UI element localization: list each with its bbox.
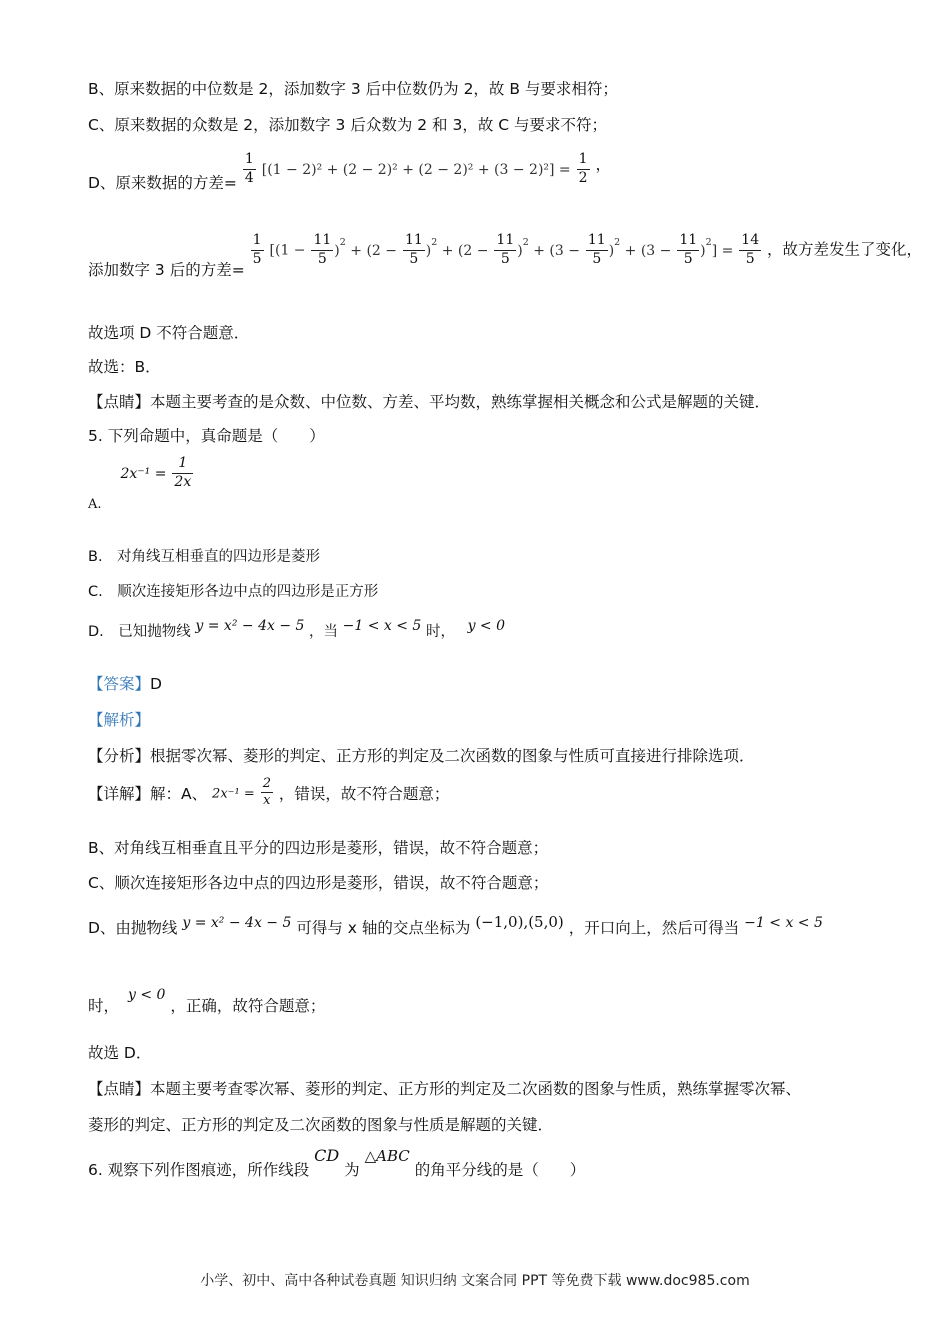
q5-d-mid: ，当 — [309, 624, 339, 640]
line-d-conclusion: 故选项 D 不符合题意． — [88, 324, 250, 342]
q6-mid: 为 — [344, 1161, 360, 1179]
d-detail-expr2: (−1,0),(5,0) — [475, 913, 564, 931]
answer-line — [88, 672, 162, 694]
d-detail-mid2: ，开口向上，然后可得当 — [568, 919, 740, 937]
xiangjie-suffix: ，错误，故不符合题意； — [278, 785, 450, 804]
line-dianjing-1: 【点睛】本题主要考查的是众数、中位数、方差、平均数，熟练掌握相关概念和公式是解题的关键． — [88, 393, 771, 411]
fraction-1-2x: $\frac{1}{2x}$ — [174, 455, 192, 490]
d-detail2-expr: y < 0 — [127, 987, 166, 1003]
q5-d-expr3: y < 0 — [467, 618, 506, 634]
b-detail-line: B、对角线互相垂直且平分的四边形是菱形，错误，故不符合题意； — [88, 839, 549, 857]
fraction-14-5: $\frac{14}{5}$ — [741, 232, 760, 267]
fraction-1-5: $\frac{1}{5}$ — [252, 232, 262, 267]
fenxi-line: 【分析】根据零次幂、菱形的判定、正方形的判定及二次函数的图象与性质可直接进行排除选项． — [88, 747, 755, 765]
q5-d-prefix: D. 已知抛物线 — [88, 624, 191, 640]
d-variance-expr: [(1 − 2)² + (2 − 2)² + (2 − 2)² + (3 − 2)²] = — [261, 161, 571, 178]
q5-d-expr1: y = x² − 4x − 5 — [195, 618, 305, 634]
page-footer: 小学、初中、高中各种试卷真题 知识归纳 文案合同 PPT 等免费下载 www.doc985.com — [200, 1273, 750, 1289]
fraction-11-5-e: $\frac{11}{5}$ — [679, 232, 698, 267]
line-d-variance — [88, 147, 611, 192]
jiexi-line: 【解析】 — [88, 711, 151, 729]
xiangjie-expr: 2x⁻¹ = — [212, 786, 255, 802]
fraction-1-4: $\frac{1}{4}$ — [244, 151, 254, 186]
q5-a-label: A. — [88, 496, 102, 512]
d-suffix: ， — [595, 155, 611, 174]
q5-d-expr2: −1 < x < 5 — [342, 618, 422, 634]
d-detail-expr3: −1 < x < 5 — [744, 915, 823, 931]
q5-option-a — [88, 455, 192, 512]
line-added-variance: 添加数字 3 后的方差= $\frac{1}{5}$ [(1 − $\frac{11}{5}$ )$^2$ + (2 − $\frac{11}{5}$ )$^2$ + (2 − $\frac{11}{5}$ )$^2$ + (3 − $\frac{11}{5}$ )$^2$ + (3 − $\frac{11}{5}$ )$^2$] = $\frac{14}{5}$ ，故方差发生了变化， — [88, 232, 923, 279]
answer-tag: 【答案】 — [88, 675, 151, 693]
fraction-11-5-d: $\frac{11}{5}$ — [587, 232, 606, 267]
line-c-option: C、原来数据的众数是 2，添加数字 3 后众数为 2 和 3，故 C 与要求不符； — [88, 116, 608, 134]
add-prefix: 添加数字 3 后的方差= — [88, 260, 245, 279]
c-detail-line: C、顺次连接矩形各边中点的四边形是菱形，错误，故不符合题意； — [88, 874, 549, 892]
q5-option-d — [88, 614, 506, 640]
xiangjie-prefix: 【详解】解：A、 — [88, 785, 208, 804]
dianjing-2-line-2: 菱形的判定、正方形的判定及二次函数的图象与性质是解题的关键． — [88, 1116, 554, 1134]
d-prefix: D、原来数据的方差= — [88, 173, 237, 192]
fraction-11-5-b: $\frac{11}{5}$ — [404, 232, 423, 267]
fraction-11-5-c: $\frac{11}{5}$ — [496, 232, 515, 267]
add-suffix: ，故方差发生了变化， — [767, 240, 923, 259]
q6-prefix: 6. 观察下列作图痕迹，所作线段 — [88, 1161, 310, 1179]
fraction-11-5-a: $\frac{11}{5}$ — [313, 232, 332, 267]
d-detail-line — [88, 910, 823, 937]
d-detail-line-2 — [88, 982, 326, 1015]
d-detail2-prefix: 时， — [88, 997, 120, 1015]
fraction-1-2: $\frac{1}{2}$ — [578, 151, 588, 186]
choose-d-line: 故选 D． — [88, 1044, 152, 1062]
d-detail-mid: 可得与 x 轴的交点坐标为 — [296, 919, 471, 937]
q6-expr-cd: CD — [314, 1146, 340, 1165]
q5-option-c: C. 顺次连接矩形各边中点的四边形是正方形 — [88, 584, 379, 600]
line-choose-b: 故选：B． — [88, 358, 161, 376]
question-5-title: 5. 下列命题中，真命题是（ ） — [88, 427, 325, 445]
d-detail-expr1: y = x² − 4x − 5 — [182, 915, 292, 931]
q5-option-b: B. 对角线互相垂直的四边形是菱形 — [88, 549, 321, 565]
xiangjie-line — [88, 776, 449, 810]
q5-a-expr: 2x⁻¹ = — [120, 465, 167, 482]
answer-value: D — [150, 675, 162, 693]
dianjing-2-line-1: 【点睛】本题主要考查零次幂、菱形的判定、正方形的判定及二次函数的图象与性质，熟练掌握零次幂、 — [88, 1080, 802, 1098]
fraction-2-x: $\frac{2}{x}$ — [262, 776, 271, 809]
q6-expr-abc: △ABC — [364, 1147, 410, 1165]
question-6-title — [88, 1144, 586, 1179]
q5-d-mid2: 时， — [425, 624, 455, 640]
line-b-option: B、原来数据的中位数是 2，添加数字 3 后中位数仍为 2，故 B 与要求相符； — [88, 80, 618, 98]
d-detail2-suffix: ，正确，故符合题意； — [170, 997, 326, 1015]
add-expr-open: [(1 − — [269, 242, 306, 259]
q6-suffix: 的角平分线的是（ ） — [414, 1161, 586, 1179]
d-detail-prefix: D、由抛物线 — [88, 919, 178, 937]
